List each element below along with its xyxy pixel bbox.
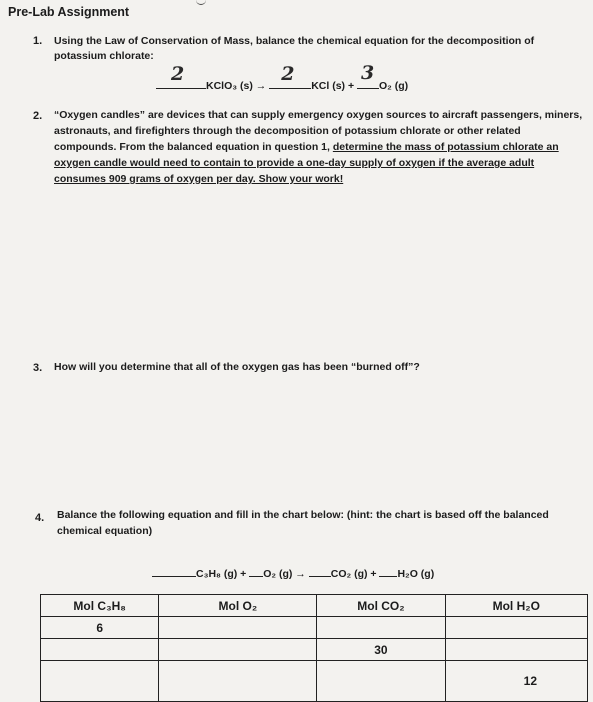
chart-cell[interactable] (159, 617, 317, 639)
q1-term3: O₂ (g) (379, 80, 409, 92)
chart-header-h2o: Mol H₂O (445, 595, 587, 617)
q2-line2: astronauts, and firefighters through the decomposition of potassium chlorate or other related (54, 125, 521, 137)
q4-line1: Balance the following equation and fill in the chart below: (hint: the chart is based off the balanced (57, 509, 549, 521)
q1-line2: potassium chlorate: (54, 50, 154, 62)
table-row (41, 617, 588, 639)
q1-coef1: 2 (171, 63, 185, 85)
q2-line3a: compounds. From the balanced equation in question 1, (54, 141, 333, 153)
q2-number: 2. (33, 110, 43, 122)
q2-line3b: determine the mass of potassium chlorate an (332, 141, 559, 153)
q1-coef2: 2 (281, 63, 295, 85)
q1-number: 1. (33, 35, 43, 47)
q1-coef3: 3 (361, 62, 375, 84)
q3-text: How will you determine that all of the oxygen gas has been “burned off”? (54, 361, 420, 373)
chart-cell[interactable] (445, 639, 587, 661)
q2-line5: consumes 909 grams of oxygen per day. Show your work! (54, 173, 344, 185)
chart-header-c3h8: Mol C₃H₈ (41, 595, 159, 617)
q1-term1: KClO₃ (s) → (206, 80, 267, 92)
page-title: Pre-Lab Assignment (8, 5, 130, 19)
chart-cell[interactable] (445, 617, 587, 639)
chart-cell[interactable]: 12 (445, 661, 587, 702)
table-row (41, 661, 588, 702)
q1-equation (156, 62, 409, 92)
q4-line2: chemical equation) (57, 525, 153, 537)
chart-header-co2: Mol CO₂ (317, 595, 445, 617)
q4-number: 4. (35, 512, 45, 524)
q2-line3 (54, 140, 559, 155)
q4-term3: CO₂ (g) + (330, 568, 377, 580)
chart-cell[interactable] (159, 639, 317, 661)
q4-equation (152, 565, 434, 580)
q2-line4: oxygen candle would need to contain to provide a one-day supply of oxygen if the average adult (54, 157, 535, 169)
q2-line1: “Oxygen candles” are devices that can supply emergency oxygen sources to aircraft passengers, miners, (54, 109, 583, 121)
chart-cell[interactable] (317, 661, 445, 702)
chart-cell[interactable]: 30 (317, 639, 445, 661)
chart-cell[interactable] (41, 639, 159, 661)
q4-term1: C₃H₈ (g) + (196, 568, 247, 580)
chart-header-o2: Mol O₂ (159, 595, 317, 617)
chart-cell[interactable]: 6 (41, 617, 159, 639)
chart-header-row (41, 595, 588, 617)
q1-term2: KCl (s) + (311, 80, 355, 92)
chart-cell[interactable] (159, 661, 317, 702)
chart-cell[interactable] (317, 617, 445, 639)
chart-cell[interactable] (41, 661, 159, 702)
q4-term4: H₂O (g) (397, 568, 435, 580)
mole-chart (40, 594, 588, 702)
q4-term2: O₂ (g) → (263, 568, 306, 580)
table-row (41, 639, 588, 661)
q3-number: 3. (33, 362, 43, 374)
q1-line1: Using the Law of Conservation of Mass, balance the chemical equation for the decomposition of (54, 35, 535, 47)
